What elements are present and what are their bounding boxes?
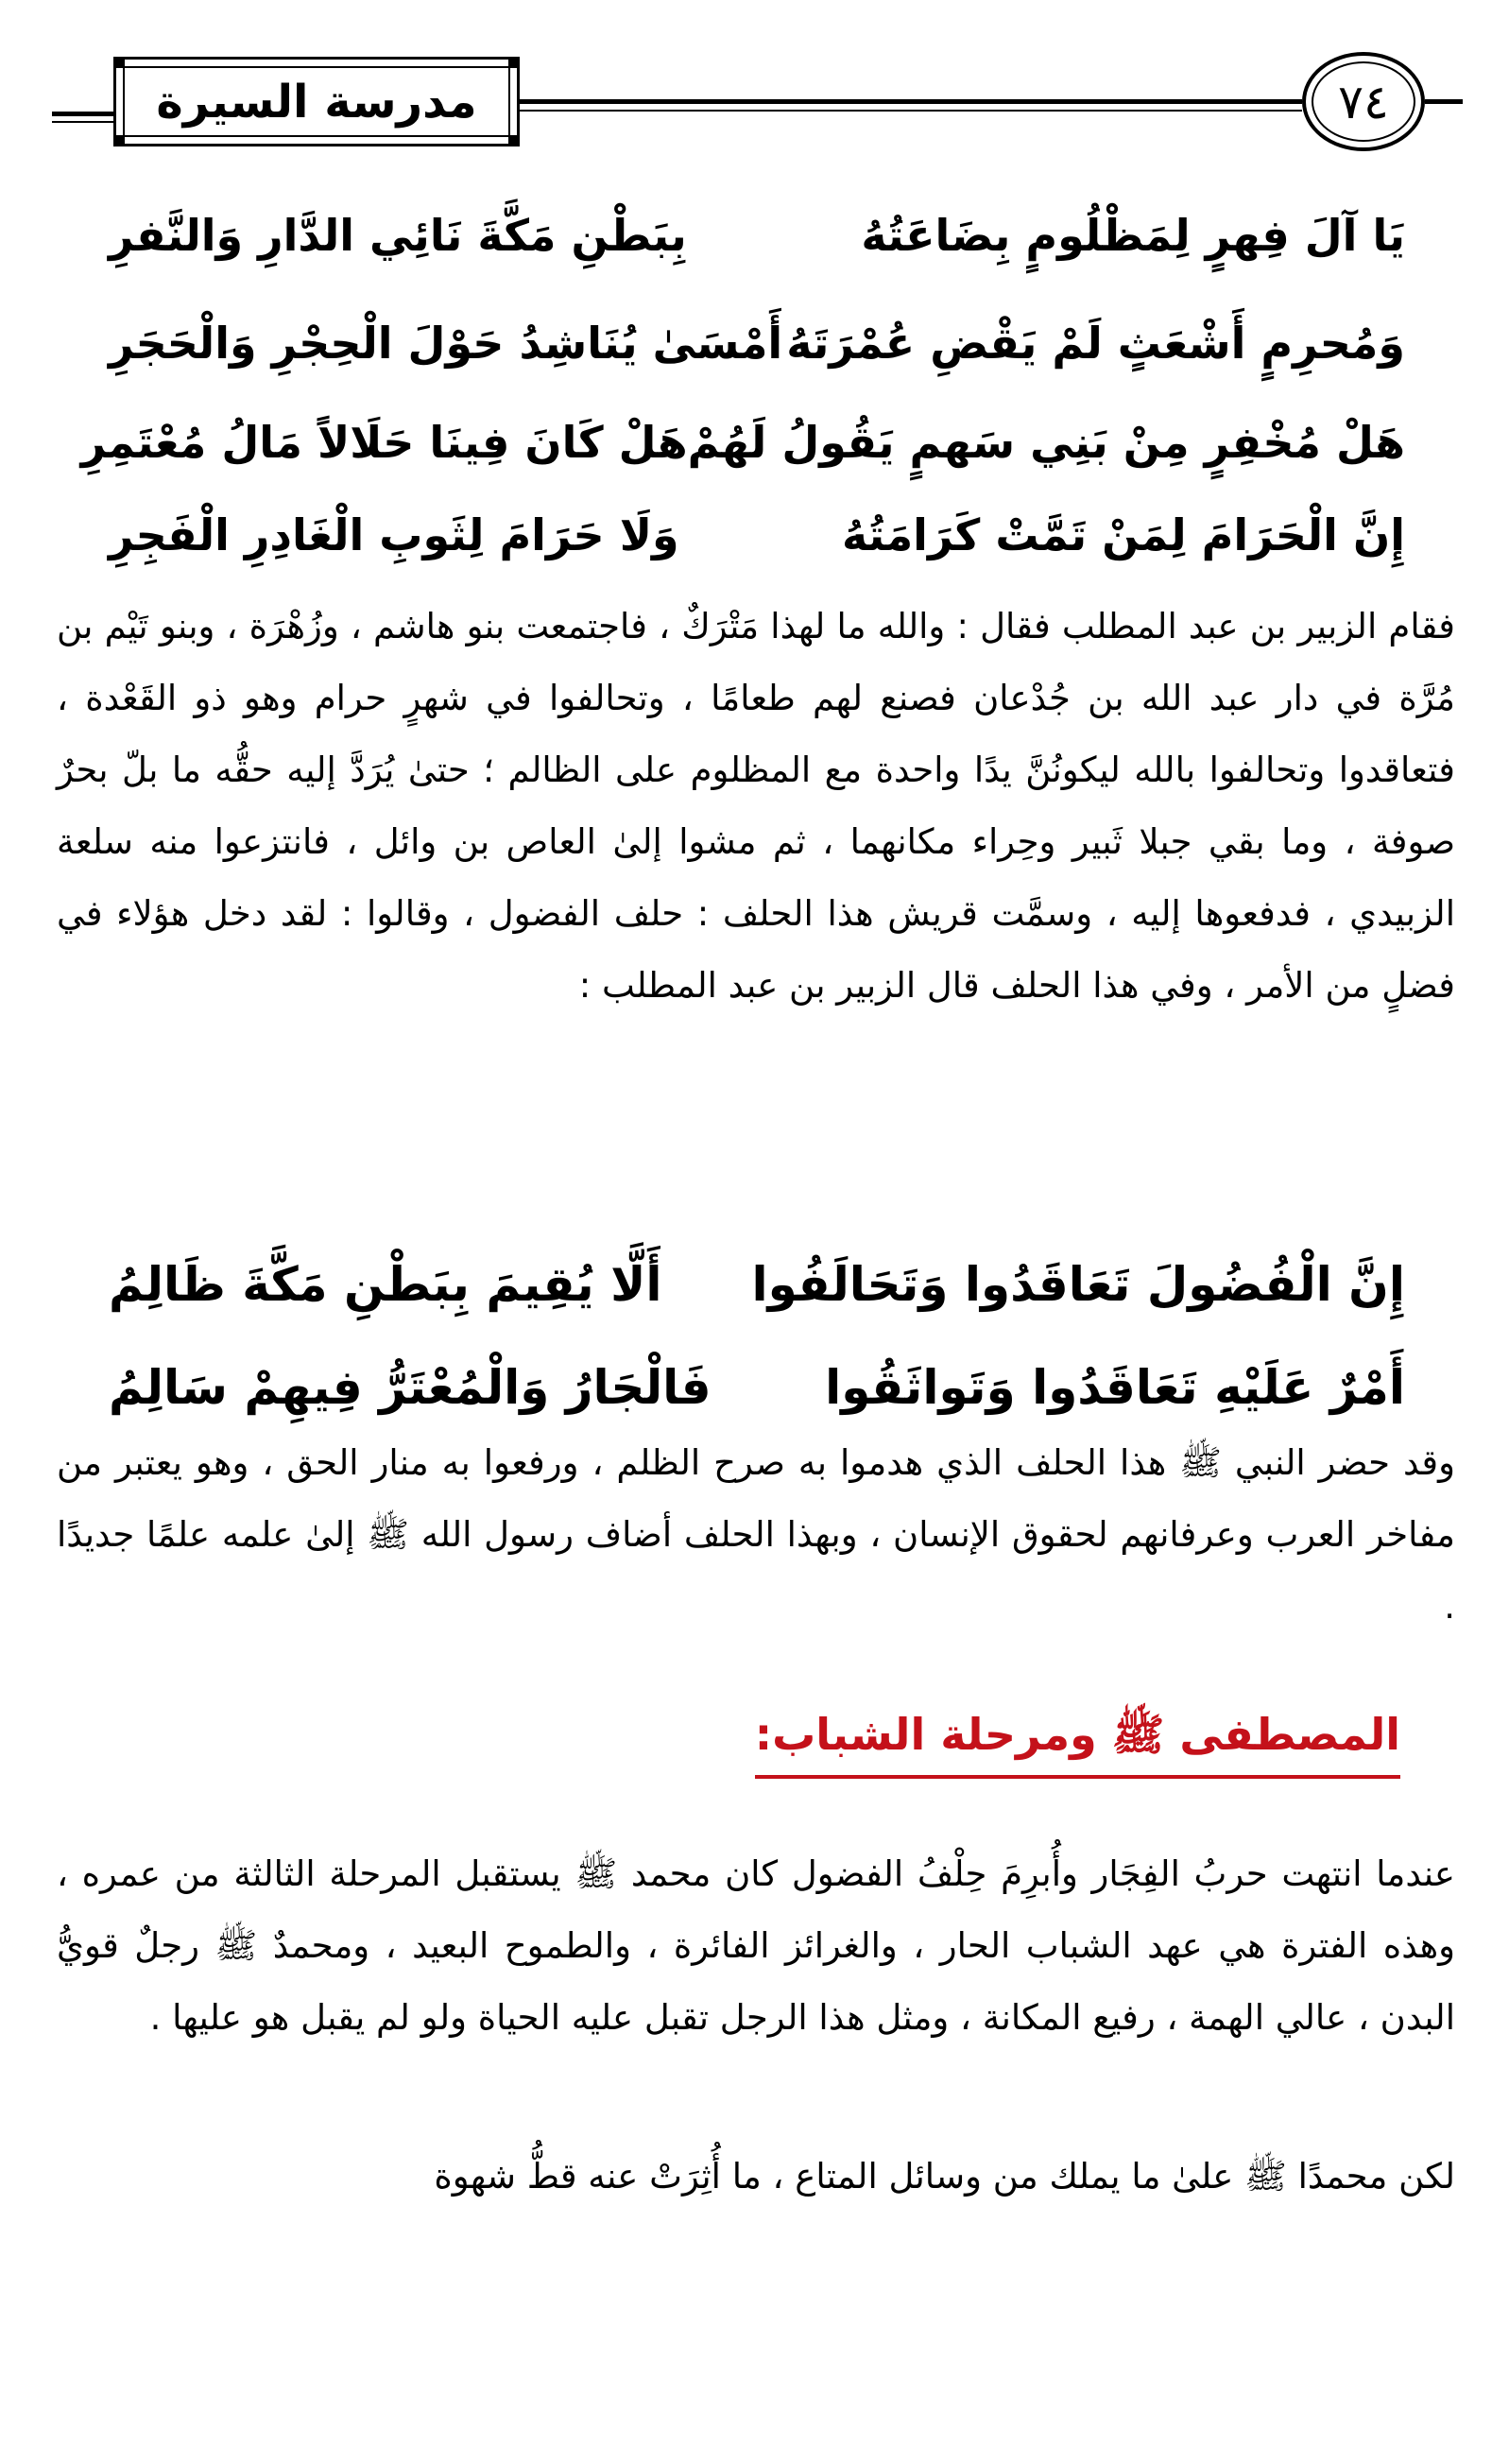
poem-verse: [80, 397, 1405, 488]
verse-first-hemistich: هَلْ مُخْفِرٍ مِنْ بَنِي سَهمٍ يَقُولُ لَهُمْ: [687, 417, 1405, 468]
verse-second-hemistich: وَلَا حَرَامَ لِثَوبِ الْغَادِرِ الْفَجِرِ: [109, 509, 679, 560]
verse-first-hemistich: أَمْرٌ عَلَيْهِ تَعَاقَدُوا وَتَواثَقُوا: [825, 1360, 1405, 1415]
header-rule-middle: [520, 99, 1302, 104]
page-header: [0, 0, 1509, 189]
running-title: مدرسة السيرة: [156, 75, 477, 129]
verse-first-hemistich: إِنَّ الْحَرَامَ لِمَنْ تَمَّتْ كَرَامَتُهُ: [842, 509, 1405, 560]
body-paragraph-1: فقام الزبير بن عبد المطلب فقال : والله ما لهذا مَتْرَكٌ ، فاجتمعت بنو هاشم ، وزُهْرَة ، وبنو تَيْم بن مُرَّة في دار عبد الله بن جُدْعان فصنع لهم طعامًا ، وتحالفوا في شهرٍ حرام وهو ذو القَعْدة ، فتعاقدوا وتحالفوا بالله ليكونُنَّ يدًا واحدة مع المظلوم على الظالم ؛ حتىٰ يُرَدَّ إليه حقُّه ما بلّ بحرٌ صوفة ، وما بقي جبلا ثَبير وحِراء مكانهما ، ثم مشوا إلىٰ العاص بن وائل ، فانتزعوا منه سلعة الزبيدي ، فدفعوها إليه ، وسمَّت قريش هذا الحلف : حلف الفضول ، وقالوا : لقد دخل هؤلاء في فضلٍ من الأمر ، وفي هذا الحلف قال الزبير بن عبد المطلب :: [57, 606, 1455, 1006]
poem-verse: [109, 488, 1405, 582]
body-paragraph-2: وقد حضر النبي ﷺ هذا الحلف الذي هدموا به صرح الظلم ، ورفعوا به منار الحق ، وهو يعتبر من مفاخر العرب وعرفانهم لحقوق الإنسان ، وبهذا الحلف أضاف رسول الله ﷺ إلىٰ علمه علمًا جديدًا .: [57, 1442, 1455, 1627]
poem-verse: [109, 289, 1405, 397]
verse-second-hemistich: أَلَّا يُقِيمَ بِبَطْنِ مَكَّةَ ظَالِمُ: [109, 1257, 662, 1312]
page-number: ٧٤: [1338, 74, 1389, 129]
running-title-frame: [113, 57, 520, 146]
poem-verse: [109, 181, 1405, 289]
header-rule-middle-thin: [520, 110, 1302, 112]
frame-corner-ornament: [113, 135, 125, 146]
poem-verse: [109, 1229, 1405, 1340]
verse-second-hemistich: فَالْجَارُ وَالْمُعْتَرُّ فِيهِمْ سَالِمُ: [109, 1360, 712, 1415]
poem-block-2: [109, 1229, 1405, 1435]
header-rule-left: [52, 112, 113, 116]
verse-first-hemistich: وَمُحرِمٍ أَشْعَثٍ لَمْ يَقْضِ عُمْرَتَهُ: [786, 318, 1405, 369]
body-paragraph-4: لكن محمدًا ﷺ علىٰ ما يملك من وسائل المتاع ، ما أُثِرَتْ عنه قطُّ شهوة: [434, 2156, 1455, 2197]
verse-second-hemistich: بِبَطْنِ مَكَّةَ نَائِي الدَّارِ وَالنَّفرِ: [109, 210, 687, 261]
header-rule-right: [1425, 99, 1463, 104]
page-number-badge: [1302, 52, 1425, 151]
body-paragraph-3: عندما انتهت حربُ الفِجَار وأُبرِمَ حِلْفُ الفضول كان محمد ﷺ يستقبل المرحلة الثالثة من عمره ، وهذه الفترة هي عهد الشباب الحار ، والغرائز الفائرة ، والطموح البعيد ، ومحمدٌ ﷺ رجلٌ قويُّ البدن ، عالي الهمة ، رفيع المكانة ، ومثل هذا الرجل تقبل عليه الحياة ولو لم يقبل هو عليها .: [57, 1853, 1455, 2038]
section-heading: المصطفى ﷺ ومرحلة الشباب:: [755, 1708, 1400, 1779]
poem-block-1: [80, 181, 1405, 582]
frame-corner-ornament: [113, 57, 125, 68]
frame-corner-ornament: [508, 135, 520, 146]
verse-first-hemistich: يَا آلَ فِهرٍ لِمَظْلُومٍ بِضَاعَتُهُ: [861, 210, 1405, 261]
frame-corner-ornament: [508, 57, 520, 68]
header-rule-left-thin: [52, 121, 113, 123]
verse-second-hemistich: أَمْسَىٰ يُنَاشِدُ حَوْلَ الْحِجْرِ وَالْحَجَرِ: [109, 318, 783, 369]
verse-second-hemistich: هَلْ كَانَ فِينَا حَلَالاً مَالُ مُعْتَمِرِ: [80, 417, 688, 468]
poem-verse: [109, 1340, 1405, 1435]
verse-first-hemistich: إِنَّ الْفُضُولَ تَعَاقَدُوا وَتَحَالَفُوا: [751, 1257, 1405, 1312]
